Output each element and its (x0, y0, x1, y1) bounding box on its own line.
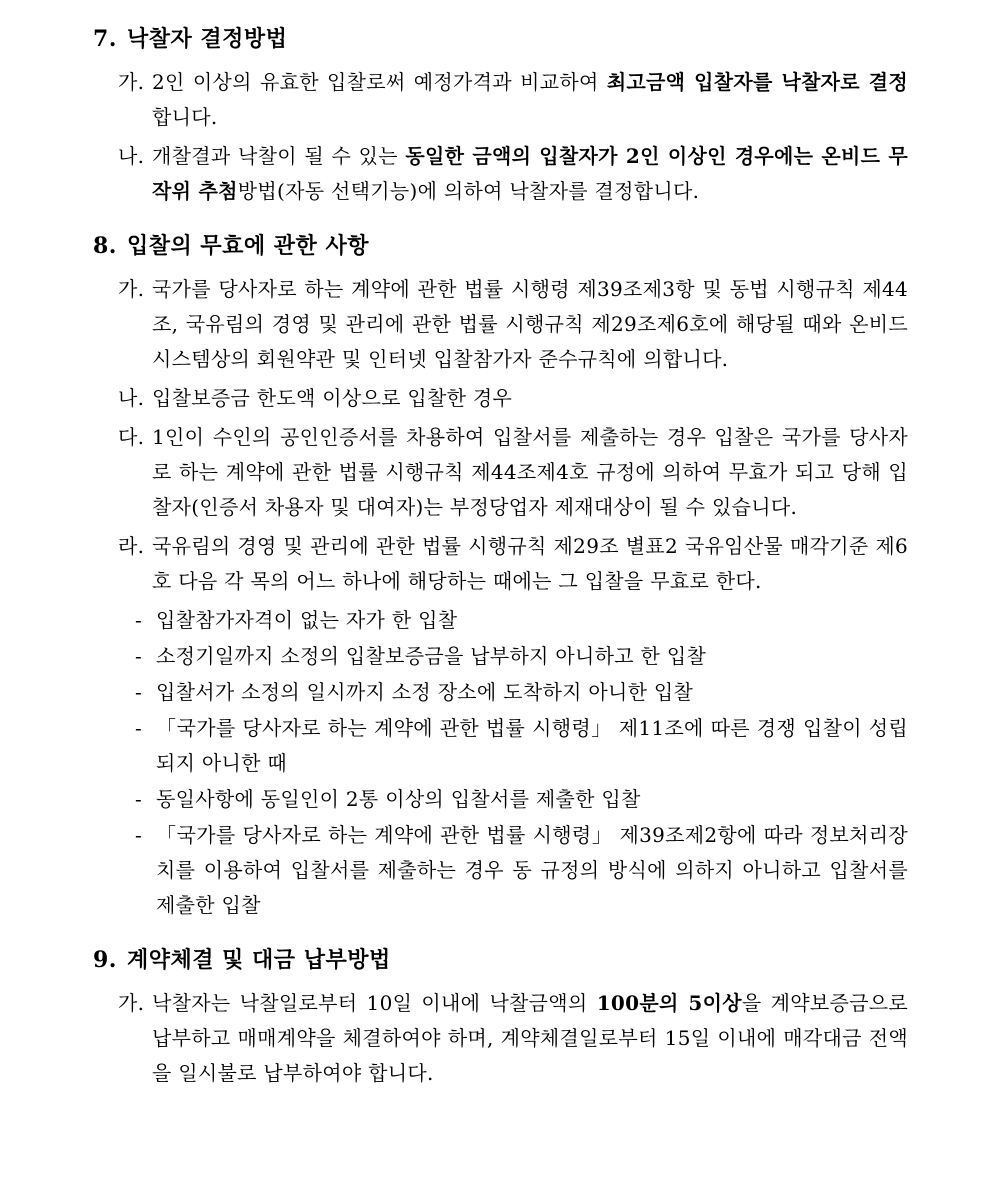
dash-list-item (135, 675, 908, 710)
dash-list-item (135, 603, 908, 638)
item-label: 가. (118, 70, 145, 94)
text-run: 입찰서가 소정의 일시까지 소정 장소에 도착하지 아니한 입찰 (156, 680, 694, 704)
text-run: 개찰결과 낙찰이 될 수 있는 (152, 144, 406, 168)
item-text (152, 381, 908, 416)
section (93, 22, 908, 209)
text-run: 낙찰자는 낙찰일로부터 10일 이내에 낙찰금액의 (152, 991, 597, 1015)
section (93, 229, 908, 923)
item-text (156, 603, 908, 638)
dash-list-item (135, 711, 908, 781)
section-title-text: 낙찰자 결정방법 (126, 26, 288, 52)
text-run: 「국가를 당사자로 하는 계약에 관한 법률 시행령」 제39조제2항에 따라 정보처리장치를 이용하여 입찰서를 제출하는 경우 동 규정의 방식에 의하지 아니하고 입찰서를 제출한 입찰 (156, 823, 908, 917)
item-text (152, 420, 908, 525)
item-text (156, 782, 908, 817)
text-run: 소정기일까지 소정의 입찰보증금을 납부하지 아니하고 한 입찰 (156, 644, 707, 668)
item-text (152, 529, 908, 599)
bold-text-run: 최고금액 입찰자를 낙찰자로 결정 (606, 70, 908, 94)
item-label: - (135, 716, 143, 740)
dash-list-item (135, 818, 908, 923)
section-title-text: 계약체결 및 대금 납부방법 (126, 947, 391, 973)
item-label: 다. (118, 425, 145, 449)
item-label: 가. (118, 991, 145, 1015)
section-title-text: 입찰의 무효에 관한 사항 (126, 233, 369, 259)
text-run: 국가를 당사자로 하는 계약에 관한 법률 시행령 제39조제3항 및 동법 시행규칙 제44조, 국유림의 경영 및 관리에 관한 법률 시행규칙 제29조제6호에 해당될 때와 온비드 시스템상의 회원약관 및 인터넷 입찰참가자 준수규칙에 의합니다. (152, 277, 908, 371)
text-run: 을 계약보증금으로 납부하고 매매계약을 체결하여야 하며, 계약체결일로부터 15일 이내에 매각대금 전액을 일시불로 납부하여야 합니다. (152, 991, 908, 1085)
item-label: 나. (118, 386, 145, 410)
list-item (118, 272, 908, 377)
item-label: - (135, 680, 143, 704)
list-item (118, 65, 908, 135)
bold-text-run: 동일한 금액의 입찰자가 2인 이상인 경우에는 온비드 무작위 추첨 (152, 144, 908, 203)
item-text (156, 711, 908, 781)
item-text (152, 986, 908, 1091)
item-label: 나. (118, 144, 145, 168)
document-body (93, 22, 908, 1091)
item-label: 가. (118, 277, 145, 301)
list-item (118, 986, 908, 1091)
text-run: 입찰보증금 한도액 이상으로 입찰한 경우 (152, 386, 513, 410)
item-text (152, 272, 908, 377)
text-run: 2인 이상의 유효한 입찰로써 예정가격과 비교하여 (152, 70, 607, 94)
section-number: 9. (93, 947, 117, 973)
bold-text-run: 100분의 5이상 (596, 991, 742, 1015)
dash-list-item (135, 639, 908, 674)
text-run: 합니다. (152, 105, 218, 129)
item-text (152, 65, 908, 135)
list-item (118, 529, 908, 599)
text-run: 「국가를 당사자로 하는 계약에 관한 법률 시행령」 제11조에 따른 경쟁 입찰이 성립되지 아니한 때 (156, 716, 908, 775)
item-text (156, 639, 908, 674)
list-item (118, 139, 908, 209)
text-run: 입찰참가자격이 없는 자가 한 입찰 (156, 608, 458, 632)
item-label: - (135, 608, 143, 632)
section-number: 7. (93, 26, 117, 52)
item-label: - (135, 644, 143, 668)
item-text (152, 139, 908, 209)
text-run: 1인이 수인의 공인인증서를 차용하여 입찰서를 제출하는 경우 입찰은 국가를 당사자로 하는 계약에 관한 법률 시행규칙 제44조제4호 규정에 의하여 무효가 되고 당해 입찰자(인증서 차용자 및 대여자)는 부정당업자 제재대상이 될 수 있습니다. (152, 425, 908, 519)
section (93, 943, 908, 1091)
section-heading (93, 229, 908, 263)
list-item (118, 420, 908, 525)
section-heading (93, 943, 908, 977)
text-run: 동일사항에 동일인이 2통 이상의 입찰서를 제출한 입찰 (156, 787, 641, 811)
text-run: 국유림의 경영 및 관리에 관한 법률 시행규칙 제29조 별표2 국유임산물 매각기준 제6호 다음 각 목의 어느 하나에 해당하는 때에는 그 입찰을 무효로 한다. (152, 534, 908, 593)
section-number: 8. (93, 233, 117, 259)
section-heading (93, 22, 908, 56)
dash-list-item (135, 782, 908, 817)
list-item (118, 381, 908, 416)
item-label: - (135, 823, 143, 847)
item-label: - (135, 787, 143, 811)
item-text (156, 675, 908, 710)
item-text (156, 818, 908, 923)
item-label: 라. (118, 534, 145, 558)
text-run: 방법(자동 선택기능)에 의하여 낙찰자를 결정합니다. (237, 179, 700, 203)
